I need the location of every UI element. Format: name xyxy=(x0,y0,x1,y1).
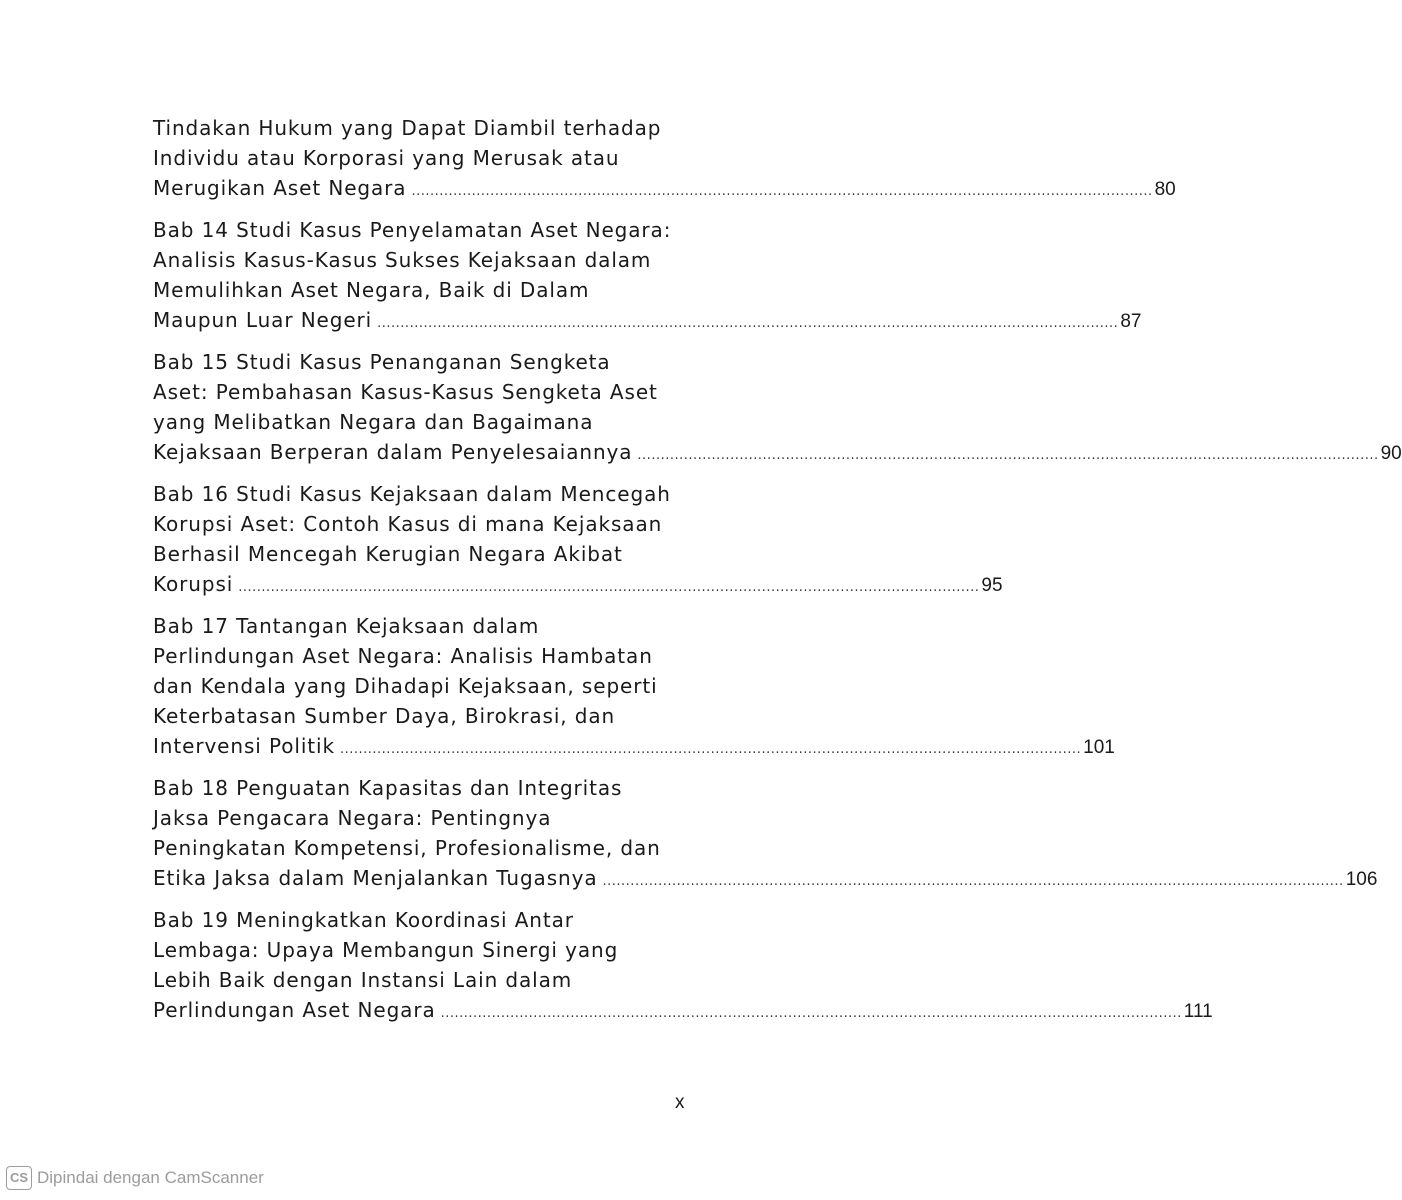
toc-entry-line: Korupsi Aset: Contoh Kasus di mana Kejaksaan xyxy=(153,512,663,536)
toc-entry xyxy=(153,773,1378,897)
toc-entry-line: Bab 18 Penguatan Kapasitas dan Integritas xyxy=(153,776,623,800)
toc-page-number: 106 xyxy=(1345,869,1378,890)
table-of-contents xyxy=(153,113,1402,1037)
dot-leader: ................................................................................................................................................................ xyxy=(339,742,1082,757)
toc-page-number: 90 xyxy=(1380,443,1402,464)
toc-entry-line: Memulihkan Aset Negara, Baik di Dalam xyxy=(153,278,590,302)
toc-entry xyxy=(153,611,1115,765)
toc-entry-title-end: Intervensi Politik xyxy=(153,734,335,758)
toc-page-number: 87 xyxy=(1120,311,1142,332)
toc-entry-line: Keterbatasan Sumber Daya, Birokrasi, dan xyxy=(153,704,616,728)
dot-leader: ................................................................................................................................................................ xyxy=(377,316,1119,331)
toc-entry-last-line xyxy=(153,731,1115,765)
toc-entry-line: Lembaga: Upaya Membangun Sinergi yang xyxy=(153,938,619,962)
toc-entry xyxy=(153,905,1213,1029)
toc-entry xyxy=(153,347,1402,471)
toc-entry xyxy=(153,113,1176,207)
toc-entry-line: Analisis Kasus-Kasus Sukses Kejaksaan dalam xyxy=(153,248,652,272)
toc-page-number: 111 xyxy=(1183,1001,1213,1022)
toc-entry-line: Individu atau Korporasi yang Merusak atau xyxy=(153,146,620,170)
toc-entry-title-end: Kejaksaan Berperan dalam Penyelesaiannya xyxy=(153,440,633,464)
toc-entry-last-line xyxy=(153,863,1378,897)
toc-entry-title-end: Maupun Luar Negeri xyxy=(153,308,373,332)
toc-entry-title-end: Etika Jaksa dalam Menjalankan Tugasnya xyxy=(153,866,598,890)
toc-entry-last-line xyxy=(153,995,1213,1029)
toc-entry xyxy=(153,215,1142,339)
toc-entry-title-end: Korupsi xyxy=(153,572,234,596)
dot-leader: ................................................................................................................................................................ xyxy=(637,448,1379,463)
toc-entry-line: Bab 14 Studi Kasus Penyelamatan Aset Negara: xyxy=(153,218,672,242)
toc-entry-line: Tindakan Hukum yang Dapat Diambil terhadap xyxy=(153,116,662,140)
toc-entry-line: Jaksa Pengacara Negara: Pentingnya xyxy=(153,806,552,830)
toc-page-number: 101 xyxy=(1083,737,1115,758)
page-number: x xyxy=(675,1092,685,1113)
scanner-watermark xyxy=(6,1166,264,1190)
dot-leader: ................................................................................................................................................................ xyxy=(602,874,1344,889)
toc-entry-line: Bab 19 Meningkatkan Koordinasi Antar xyxy=(153,908,574,932)
dot-leader: ................................................................................................................................................................ xyxy=(440,1006,1182,1021)
toc-entry-line: Lebih Baik dengan Instansi Lain dalam xyxy=(153,968,573,992)
toc-entry-line: Bab 15 Studi Kasus Penanganan Sengketa xyxy=(153,350,611,374)
toc-entry-line: Berhasil Mencegah Kerugian Negara Akibat xyxy=(153,542,623,566)
toc-entry-line: Peningkatan Kompetensi, Profesionalisme, dan xyxy=(153,836,661,860)
camscanner-logo-icon: CS xyxy=(6,1166,32,1190)
toc-entry-line: dan Kendala yang Dihadapi Kejaksaan, seperti xyxy=(153,674,658,698)
toc-entry xyxy=(153,479,1003,603)
toc-entry-line: Aset: Pembahasan Kasus-Kasus Sengketa Aset xyxy=(153,380,658,404)
toc-entry-title-end: Merugikan Aset Negara xyxy=(153,176,407,200)
toc-entry-last-line xyxy=(153,437,1402,471)
toc-page-number: 95 xyxy=(981,575,1003,596)
toc-entry-line: yang Melibatkan Negara dan Bagaimana xyxy=(153,410,594,434)
toc-entry-line: Perlindungan Aset Negara: Analisis Hambatan xyxy=(153,644,653,668)
toc-entry-line: Bab 17 Tantangan Kejaksaan dalam xyxy=(153,614,540,638)
toc-entry-last-line xyxy=(153,173,1176,207)
watermark-text: Dipindai dengan CamScanner xyxy=(37,1168,264,1187)
toc-entry-title-end: Perlindungan Aset Negara xyxy=(153,998,436,1022)
toc-page-number: 80 xyxy=(1154,179,1176,200)
toc-entry-last-line xyxy=(153,305,1142,339)
dot-leader: ................................................................................................................................................................ xyxy=(238,580,980,595)
toc-entry-line: Bab 16 Studi Kasus Kejaksaan dalam Mencegah xyxy=(153,482,671,506)
toc-entry-last-line xyxy=(153,569,1003,603)
dot-leader: ................................................................................................................................................................ xyxy=(411,184,1153,199)
